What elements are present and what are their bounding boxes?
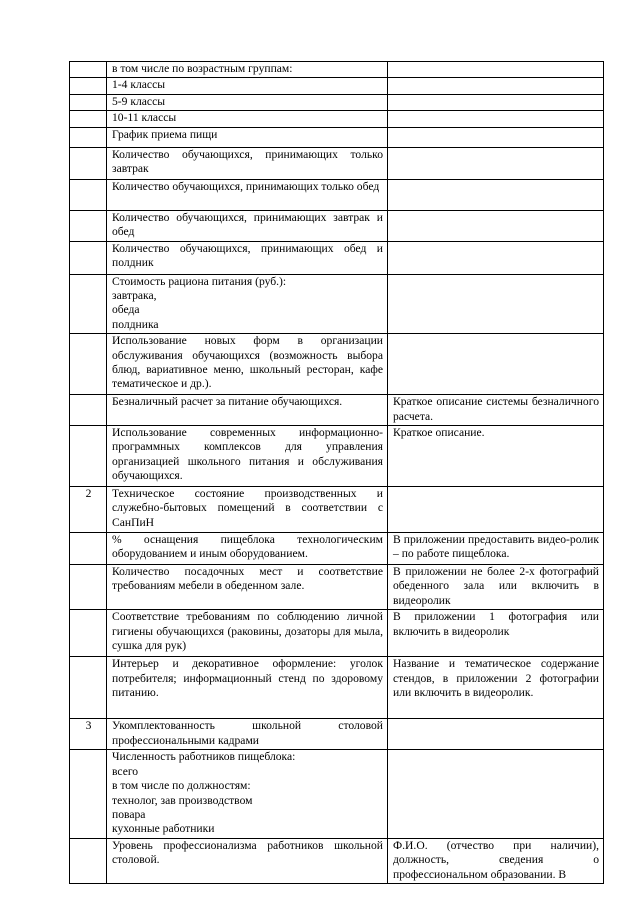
supporting-document-cell bbox=[388, 94, 604, 110]
supporting-document-cell bbox=[388, 62, 604, 78]
supporting-document-cell: В приложении предоставить видео-ролик – по работе пищеблока. bbox=[388, 533, 604, 565]
row-number-cell: 2 bbox=[70, 487, 107, 533]
row-number-cell bbox=[70, 127, 107, 147]
supporting-document-cell: В приложении 1 фотография или включить в видеоролик bbox=[388, 610, 604, 657]
table-row bbox=[70, 657, 604, 719]
supporting-document-cell bbox=[388, 274, 604, 334]
parameter-cell: Использование современных информационно-программных комплексов для управления организацией школьного питания и обслуживания обучающихся. bbox=[107, 426, 388, 487]
parameter-line: обеда bbox=[112, 303, 140, 317]
row-number-cell bbox=[70, 610, 107, 657]
row-number-cell: 3 bbox=[70, 719, 107, 750]
parameter-line: технолог, зав производством bbox=[112, 793, 253, 807]
table-row bbox=[70, 78, 604, 94]
row-number-cell bbox=[70, 241, 107, 274]
row-number-cell bbox=[70, 838, 107, 883]
supporting-document-cell bbox=[388, 750, 604, 838]
supporting-document-cell: Ф.И.О. (отчество при наличии), должность, сведения о профессиональном образовании. В bbox=[388, 838, 604, 883]
row-number-cell bbox=[70, 426, 107, 487]
table-row bbox=[70, 274, 604, 334]
supporting-document-cell bbox=[388, 78, 604, 94]
table-row bbox=[70, 241, 604, 274]
table-row bbox=[70, 147, 604, 179]
parameter-cell: Количество обучающихся, принимающих только завтрак bbox=[107, 147, 388, 179]
parameter-cell: График приема пищи bbox=[107, 127, 388, 147]
parameter-cell: Уровень профессионализма работников школьной столовой. bbox=[107, 838, 388, 883]
row-number-cell bbox=[70, 565, 107, 610]
supporting-document-cell: Название и тематическое содержание стендов, в приложении 2 фотографии или включить в видеоролик. bbox=[388, 657, 604, 719]
parameter-cell bbox=[107, 274, 388, 334]
row-number-cell bbox=[70, 395, 107, 426]
parameter-cell: 1-4 классы bbox=[107, 78, 388, 94]
table-row bbox=[70, 395, 604, 426]
parameter-cell: Соответствие требованиям по соблюдению личной гигиены обучающихся (раковины, дозаторы для мыла, сушка для рук) bbox=[107, 610, 388, 657]
table-row bbox=[70, 565, 604, 610]
parameter-cell: Техническое состояние производственных и служебно-бытовых помещений в соответствии с СанПиН bbox=[107, 487, 388, 533]
supporting-document-cell: Краткое описание. bbox=[388, 426, 604, 487]
parameter-cell: % оснащения пищеблока технологическим оборудованием и иным оборудованием. bbox=[107, 533, 388, 565]
row-number-cell bbox=[70, 94, 107, 110]
parameter-cell: Количество обучающихся, принимающих обед и полдник bbox=[107, 241, 388, 274]
table-row bbox=[70, 426, 604, 487]
supporting-document-cell bbox=[388, 127, 604, 147]
row-number-cell bbox=[70, 147, 107, 179]
parameter-line: повара bbox=[112, 807, 146, 821]
parameter-cell: Использование новых форм в организации обслуживания обучающихся (возможность выбора блюд, вариативное меню, школьный ресторан, кафе тематическое и др.). bbox=[107, 334, 388, 395]
supporting-document-cell bbox=[388, 719, 604, 750]
parameter-line: полдника bbox=[112, 317, 159, 331]
parameter-line: Численность работников пищеблока: bbox=[112, 750, 296, 764]
parameter-cell: 10-11 классы bbox=[107, 111, 388, 127]
supporting-document-cell bbox=[388, 334, 604, 395]
table-row bbox=[70, 838, 604, 883]
table-row bbox=[70, 94, 604, 110]
parameter-line: Стоимость рациона питания (руб.): bbox=[112, 274, 287, 288]
row-number-cell bbox=[70, 657, 107, 719]
supporting-document-cell bbox=[388, 241, 604, 274]
row-number-cell bbox=[70, 533, 107, 565]
row-number-cell bbox=[70, 78, 107, 94]
table-body bbox=[70, 62, 604, 884]
table-row bbox=[70, 750, 604, 838]
supporting-document-cell bbox=[388, 487, 604, 533]
parameter-cell: Количество обучающихся, принимающих завтрак и обед bbox=[107, 210, 388, 241]
row-number-cell bbox=[70, 210, 107, 241]
table-row bbox=[70, 334, 604, 395]
parameter-cell: 5-9 классы bbox=[107, 94, 388, 110]
table-row bbox=[70, 533, 604, 565]
table-row bbox=[70, 111, 604, 127]
table-row bbox=[70, 487, 604, 533]
table-row bbox=[70, 127, 604, 147]
supporting-document-cell bbox=[388, 111, 604, 127]
table-row bbox=[70, 62, 604, 78]
document-table bbox=[69, 61, 604, 884]
row-number-cell bbox=[70, 334, 107, 395]
supporting-document-cell: В приложении не более 2-х фотографий обеденного зала или включить в видеоролик bbox=[388, 565, 604, 610]
parameter-cell: Количество посадочных мест и соответствие требованиям мебели в обеденном зале. bbox=[107, 565, 388, 610]
table-row bbox=[70, 210, 604, 241]
parameter-cell: Укомплектованность школьной столовой профессиональными кадрами bbox=[107, 719, 388, 750]
parameter-line: в том числе по должностям: bbox=[112, 779, 251, 793]
supporting-document-cell bbox=[388, 147, 604, 179]
row-number-cell bbox=[70, 62, 107, 78]
row-number-cell bbox=[70, 111, 107, 127]
parameter-line: всего bbox=[112, 764, 139, 778]
row-number-cell bbox=[70, 179, 107, 210]
row-number-cell bbox=[70, 274, 107, 334]
table-row bbox=[70, 179, 604, 210]
supporting-document-cell bbox=[388, 210, 604, 241]
parameter-cell: в том числе по возрастным группам: bbox=[107, 62, 388, 78]
parameter-cell: Количество обучающихся, принимающих только обед bbox=[107, 179, 388, 210]
parameter-line: завтрака, bbox=[112, 289, 157, 303]
supporting-document-cell bbox=[388, 179, 604, 210]
row-number-cell bbox=[70, 750, 107, 838]
parameter-line: кухонные работники bbox=[112, 822, 215, 836]
table-row bbox=[70, 610, 604, 657]
supporting-document-cell: Краткое описание системы безналичного расчета. bbox=[388, 395, 604, 426]
parameter-cell: Безналичный расчет за питание обучающихся. bbox=[107, 395, 388, 426]
parameter-cell: Интерьер и декоративное оформление: уголок потребителя; информационный стенд по здоровому питанию. bbox=[107, 657, 388, 719]
table-row bbox=[70, 719, 604, 750]
parameter-cell bbox=[107, 750, 388, 838]
